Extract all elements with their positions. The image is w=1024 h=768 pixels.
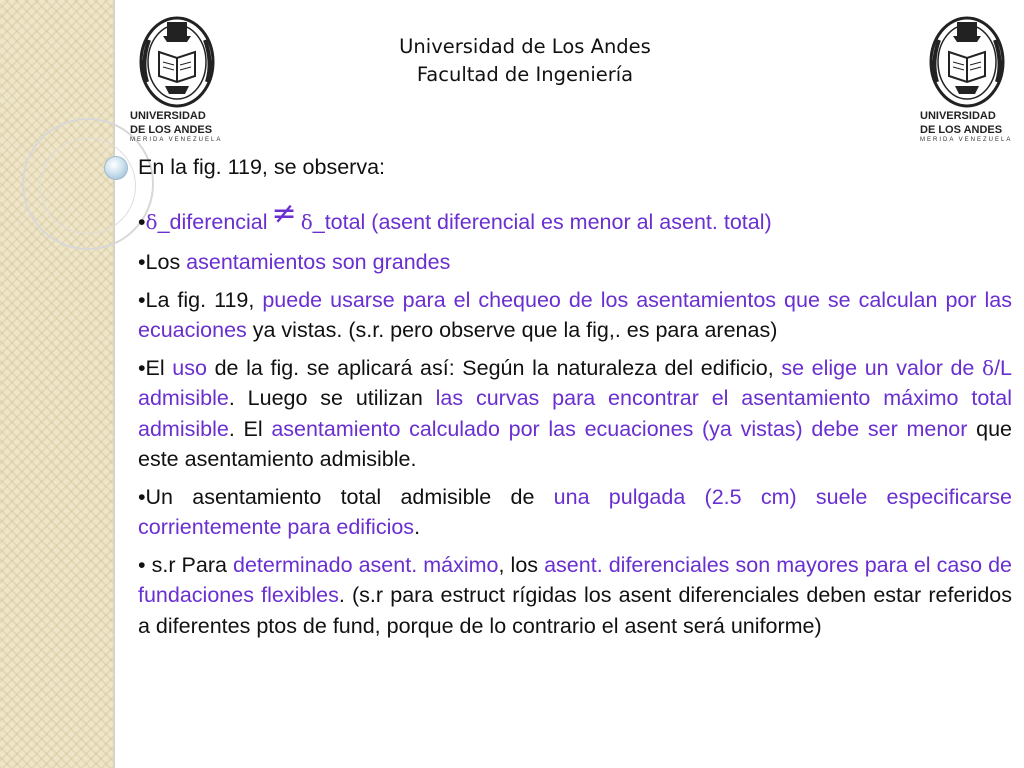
header-university: Universidad de Los Andes (399, 35, 651, 58)
university-crest-icon (927, 12, 1007, 108)
logo-name-line2: DE LOS ANDES (130, 124, 213, 136)
bullet-text: •El (138, 355, 173, 380)
decorative-dot (104, 156, 128, 180)
highlight-text: /L admisible (138, 355, 1012, 410)
header-faculty: Facultad de Ingeniería (416, 63, 634, 86)
highlight-text: una pulgada (2.5 cm) suele especificarse corrientemente para edificios (138, 484, 1012, 539)
bullet-text: • s.r Para (138, 552, 234, 577)
highlight-text: uso (172, 355, 207, 380)
delta-symbol: δ (982, 355, 995, 380)
bullet-text: •La fig. 119, (138, 287, 263, 312)
university-crest-icon (137, 12, 217, 108)
highlight-text: _diferencial (157, 209, 268, 234)
logo-name-line1: UNIVERSIDAD (920, 110, 996, 122)
logo-city: MERIDA VENEZUELA (130, 137, 223, 143)
highlight-text: asentamientos son grandes (186, 250, 451, 274)
logo-name-line2: DE LOS ANDES (920, 124, 1003, 136)
delta-symbol: δ (300, 209, 313, 234)
highlight-text: asentamiento calculado por las ecuaciones (ya vistas) debe ser menor (271, 416, 968, 441)
not-equal-symbol: ≠ (271, 195, 297, 231)
bullet-text: • (138, 209, 146, 234)
bullet-large-settlements (138, 247, 1012, 278)
bullet-differential-settlement (138, 195, 1012, 238)
highlight-text: puede usarse para el chequeo de los asentamientos que se calculan por las ecuaciones (138, 287, 1013, 342)
bullet-application (138, 353, 1012, 475)
bullet-text: . Luego se utilizan (228, 386, 436, 410)
bullet-text: . (414, 515, 421, 539)
university-logo-left (130, 12, 224, 143)
slide-header (290, 33, 760, 89)
bullet-text: . El (228, 416, 272, 441)
university-logo-right (920, 12, 1014, 143)
bullet-text: ya vistas. (s.r. pero observe que la fig,. es para arenas) (246, 318, 778, 342)
slide-body (138, 152, 1012, 648)
highlight-text: _total (asent diferencial es menor al asent. total) (312, 209, 772, 234)
bullet-flexible-foundations (138, 550, 1012, 642)
logo-city: MERIDA VENEZUELA (920, 137, 1013, 143)
bullet-text: que este asentamiento admisible. (138, 416, 1012, 471)
decorative-divider (113, 0, 115, 768)
bullet-admissible-settlement (138, 482, 1012, 543)
decorative-ring-inner (40, 138, 136, 234)
intro-text: En la fig. 119, se observa: (138, 155, 385, 179)
highlight-text: asent. diferenciales son mayores para el caso de fundaciones flexibles (138, 552, 1013, 607)
bullet-text: , los (498, 552, 545, 577)
bullet-text: de la fig. se aplicará así: Según la naturaleza del edificio, (206, 355, 782, 380)
logo-name-line1: UNIVERSIDAD (130, 110, 206, 122)
delta-symbol: δ (145, 209, 158, 234)
highlight-text: determinado asent. máximo (233, 552, 499, 577)
bullet-text: •Los (138, 250, 187, 274)
highlight-text: se elige un valor de (781, 355, 983, 380)
bullet-fig-usage (138, 285, 1012, 346)
highlight-text: las curvas para encontrar el asentamiento máximo total admisible (138, 386, 1012, 441)
bullet-text: •Un asentamiento total admisible de (138, 484, 554, 509)
bullet-text: . (s.r para estruct rígidas los asent diferenciales deben estar referidos a diferentes ptos de fund, porque de lo contrario el asent será uniforme) (138, 583, 1012, 638)
decorative-side-band (0, 0, 113, 768)
